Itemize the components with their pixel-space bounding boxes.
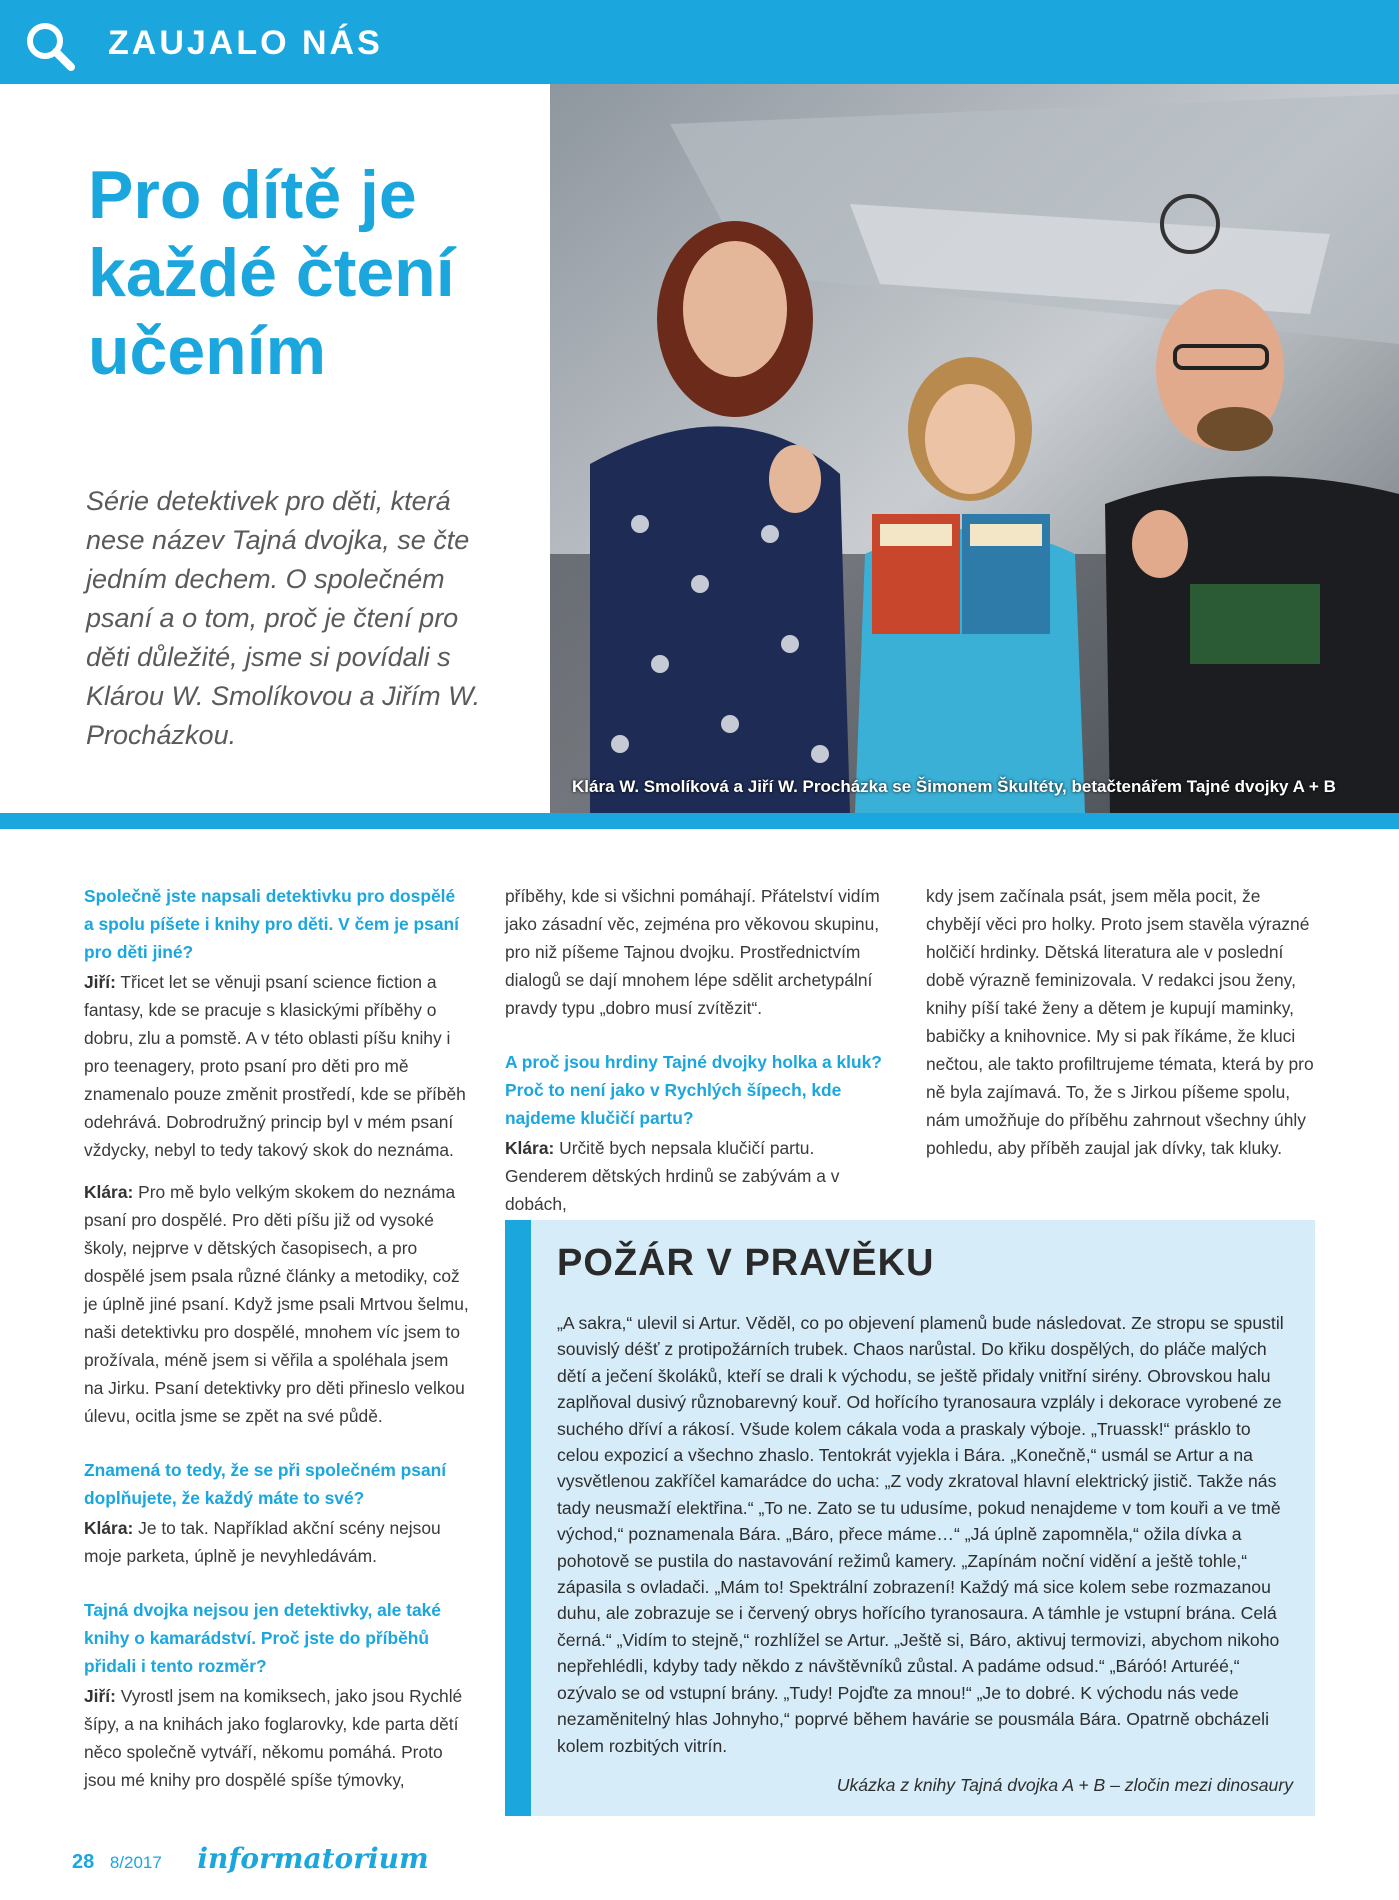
answer-continuation: kdy jsem začínala psát, jsem měla pocit, že chybějí věci pro holky. Proto jsem stavěla výrazné holčičí hrdinky. Dětská literatura ale v poslední době výrazně feminizovala. V redakci jsou ženy, knihy píší také ženy a dětem je kupují maminky, babičky a knihovnice. My si pak říkáme, že kluci nečtou, ale takto profiltrujeme témata, která by pro ně byla zajímavá. To, že s Jirkou píšeme spolu, nám umožňuje do příběhu zahrnout všechny úhly pohledu, aby příběh zaujal jak dívky, tak kluky. — [926, 886, 1314, 1158]
page-footer — [72, 1842, 429, 1875]
section-header — [0, 0, 1399, 84]
answer-continuation: příběhy, kde si všichni pomáhají. Přátelství vidím jako zásadní věc, zejména pro věkovou skupinu, pro niž píšeme Tajnou dvojku. Prostřednictvím dialogů se dají mnohem lépe sdělit archetypální pravdy typu „dobro musí zvítězit“. — [505, 886, 880, 1018]
interview-question: Znamená to tedy, že se při společném psaní doplňujete, že každý máte to své? — [84, 1460, 447, 1508]
box-accent-bar — [505, 1220, 531, 1816]
article-lead: Série detektivek pro děti, která nese název Tajná dvojka, se čte jedním dechem. O společném psaní a o tom, proč je čtení pro děti důležité, jsme si povídali s Klárou W. Smolíkovou a Jiřím W. Procházkou. — [86, 486, 481, 750]
speaker-label: Jiří: — [84, 1686, 116, 1706]
article-photo — [550, 84, 1399, 813]
answer-text: Určitě bych nepsala klučičí partu. Genderem dětských hrdinů se zabývám a v dobách, — [505, 1138, 840, 1214]
section-title: ZAUJALO NÁS — [108, 24, 383, 62]
interview-question: A proč jsou hrdiny Tajné dvojky holka a kluk? Proč to není jako v Rychlých šípech, kde najdeme klučičí partu? — [505, 1052, 882, 1128]
interview-answer — [505, 1134, 900, 1218]
answer-text: Pro mě bylo velkým skokem do neznáma psaní pro dospělé. Pro děti píšu již od vysoké školy, nejprve v dětských časopisech, a pro dospělé jsem psala různé články a metodiky, což je úplně jiné psaní. Když jsme psali Mrtvou šelmu, naši detektivku pro dospělé, mnohem víc jsem to prožívala, méně jsem si věřila a spoléhala jsem na Jirku. Psaní detektivky pro děti přineslo velkou úlevu, ocitla jsme se zpět na své půdě. — [84, 1182, 469, 1426]
excerpt-title: POŽÁR V PRAVĚKU — [557, 1242, 935, 1284]
excerpt-source: Ukázka z knihy Tajná dvojka A + B – zločin mezi dinosaury — [836, 1775, 1293, 1795]
page-number: 28 — [72, 1851, 95, 1873]
magnifier-icon — [24, 20, 76, 72]
interview-answer — [84, 1178, 469, 1430]
photo-caption: Klára W. Smolíková a Jiří W. Procházka se Šimonem Škultéty, betačtenářem Tajné dvojky A + B — [572, 777, 1336, 796]
interview-answer — [84, 968, 469, 1164]
interview-question: Společně jste napsali detektivku pro dospělé a spolu píšete i knihy pro děti. V čem je psaní pro děti jiné? — [84, 886, 459, 962]
speaker-label: Jiří: — [84, 972, 116, 992]
excerpt-text: „A sakra,“ ulevil si Artur. Věděl, co po objevení plamenů bude následovat. Ze stropu se spustil souvislý déšť z protipožárních trubek. Chaos narůstal. Do křiku dospělých, do pláče malých dětí a ječení školáků, kteří se drali k východu, se ještě přidaly vnitřní sirény. Obrovskou halu zaplňoval dusivý různobarevný kouř. Od hořícího tyranosaura vzplály i dekorace vyrobené ze suchého dříví a rákosí. Všude kolem cákala voda a praskaly výboje. „Truassk!“ prásklo to celou expozicí a všechno zhaslo. Tentokrát vyjekla i Bára. „Konečně,“ usmál se Artur a na vysvětlenou zakříčel kamarádce do ucha: „Z vody zkratoval hlavní elektrický jistič. Takže nás tady neusmaží elektřina.“ „To ne. Zato se tu udusíme, pokud nenajdeme v tom kouři a ve tmě východ,“ poznamenala Bára. „Báro, přece máme…“ „Já úplně zapomněla,“ ožila dívka a pohotově se pustila do nastavování režimů kamery. „Zapínám noční vidění a ještě tohle,“ zápasila s ovladači. „Mám to! Spektrální zobrazení! Každý má sice kolem sebe rozmazanou duhu, ale zobrazuje se i červený obrys hořícího tyranosaura. A támhle je vstupní brána. Celá černá.“ „Vidím to stejně,“ rozhlížel se Artur. „Ještě si, Báro, aktivuj termovizi, abychom nikoho nepřehlédli, kdyby tady někdo z návštěvníků zůstal. A padáme odsud.“ „Bárόó! Arturéé,“ ozývalo se od vstupní brány. „Tudy! Pojďte za mnou!“ „Je to dobré. K východu nás vede nezaměnitelný hlas Johnyho,“ poprvé během havárie se pousmála Bára. Opatrně obcházeli kolem rozbitých vitrín. — [557, 1313, 1284, 1756]
issue-number: 8/2017 — [109, 1853, 162, 1872]
interview-answer — [84, 1682, 469, 1794]
article-column-2 — [505, 882, 900, 1232]
excerpt-box — [505, 1220, 1315, 1816]
magazine-logo: informatorium — [197, 1842, 429, 1875]
interview-answer — [84, 1514, 469, 1570]
speaker-label: Klára: — [84, 1182, 134, 1202]
divider-rule — [0, 813, 1399, 829]
answer-text: Vyrostl jsem na komiksech, jako jsou Rychlé šípy, a na knihách jako foglarovky, kde parta dětí něco společně vytváří, někomu pomáhá. Proto jsou mé knihy pro dospělé spíše týmovky, — [84, 1686, 463, 1790]
article-column-3 — [926, 882, 1316, 1176]
answer-text: Třicet let se věnuji psaní science fiction a fantasy, kde se pracuje s klasickými příběhy o dobru, zlu a pomstě. A v této oblasti píšu knihy i pro teenagery, proto psaní pro děti pro mě znamenalo pouze změnit prostředí, kde se příběh odehrává. Dobrodružný princip byl v mém psaní vždycky, nebyl to tedy takový skok do neznáma. — [84, 972, 466, 1160]
article-column-1 — [84, 882, 469, 1808]
answer-text: Je to tak. Například akční scény nejsou moje parketa, úplně je nevyhledávám. — [84, 1518, 441, 1566]
speaker-label: Klára: — [505, 1138, 555, 1158]
interview-question: Tajná dvojka nejsou jen detektivky, ale také knihy o kamarádství. Proč jste do příběhů přidali i tento rozměr? — [84, 1600, 441, 1676]
photo-illustration — [550, 84, 1399, 813]
article-title: Pro dítě je každé čtení učením — [88, 157, 455, 389]
speaker-label: Klára: — [84, 1518, 134, 1538]
